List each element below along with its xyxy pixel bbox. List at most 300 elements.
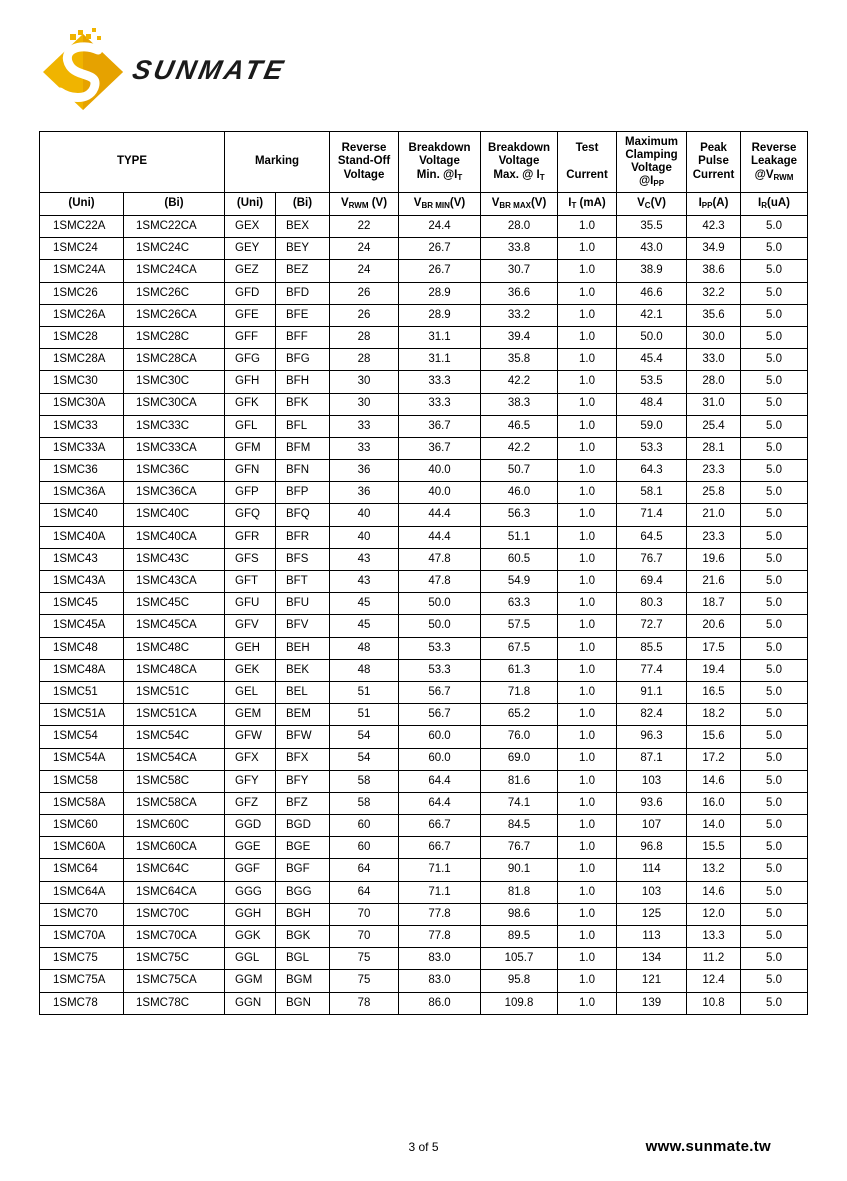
unit-uni: (Uni): [40, 193, 124, 216]
cell-clamping-voltage: 53.5: [617, 371, 687, 393]
cell-marking-uni: GFM: [225, 437, 276, 459]
cell-test-current: 1.0: [558, 992, 617, 1014]
cell-vrwm: 30: [330, 393, 399, 415]
cell-peak-pulse-current: 25.8: [687, 482, 741, 504]
cell-type-uni: 1SMC70A: [40, 926, 124, 948]
table-row: [40, 593, 808, 615]
cell-peak-pulse-current: 23.3: [687, 526, 741, 548]
cell-type-bi: 1SMC24C: [124, 238, 225, 260]
cell-marking-uni: GGN: [225, 992, 276, 1014]
cell-type-uni: 1SMC70: [40, 903, 124, 925]
cell-type-bi: 1SMC60C: [124, 815, 225, 837]
cell-peak-pulse-current: 12.0: [687, 903, 741, 925]
cell-vbr-max: 90.1: [481, 859, 558, 881]
cell-vrwm: 70: [330, 926, 399, 948]
cell-test-current: 1.0: [558, 881, 617, 903]
cell-vbr-min: 66.7: [399, 837, 481, 859]
cell-marking-bi: BFR: [276, 526, 330, 548]
cell-type-bi: 1SMC28CA: [124, 349, 225, 371]
cell-vbr-min: 71.1: [399, 881, 481, 903]
cell-type-bi: 1SMC64C: [124, 859, 225, 881]
cell-marking-bi: BFT: [276, 571, 330, 593]
cell-marking-bi: BFU: [276, 593, 330, 615]
cell-marking-bi: BGF: [276, 859, 330, 881]
cell-clamping-voltage: 46.6: [617, 282, 687, 304]
cell-reverse-leakage: 5.0: [741, 349, 808, 371]
cell-clamping-voltage: 113: [617, 926, 687, 948]
cell-test-current: 1.0: [558, 548, 617, 570]
cell-type-uni: 1SMC40A: [40, 526, 124, 548]
cell-type-uni: 1SMC78: [40, 992, 124, 1014]
cell-marking-bi: BEH: [276, 637, 330, 659]
cell-type-uni: 1SMC36A: [40, 482, 124, 504]
cell-type-bi: 1SMC43C: [124, 548, 225, 570]
cell-type-bi: 1SMC58CA: [124, 792, 225, 814]
cell-peak-pulse-current: 32.2: [687, 282, 741, 304]
table-row: [40, 260, 808, 282]
cell-type-bi: 1SMC60CA: [124, 837, 225, 859]
cell-vbr-min: 47.8: [399, 571, 481, 593]
header-type: TYPE: [40, 132, 225, 193]
cell-test-current: 1.0: [558, 903, 617, 925]
cell-vbr-max: 39.4: [481, 326, 558, 348]
cell-peak-pulse-current: 30.0: [687, 326, 741, 348]
cell-clamping-voltage: 64.3: [617, 460, 687, 482]
website-link[interactable]: www.sunmate.tw: [645, 1138, 771, 1155]
cell-clamping-voltage: 43.0: [617, 238, 687, 260]
cell-peak-pulse-current: 38.6: [687, 260, 741, 282]
table-row: [40, 548, 808, 570]
cell-reverse-leakage: 5.0: [741, 837, 808, 859]
header-row: [40, 132, 808, 193]
cell-peak-pulse-current: 14.6: [687, 770, 741, 792]
cell-vrwm: 30: [330, 371, 399, 393]
cell-vbr-max: 98.6: [481, 903, 558, 925]
table-row: [40, 770, 808, 792]
cell-reverse-leakage: 5.0: [741, 770, 808, 792]
cell-marking-uni: GGK: [225, 926, 276, 948]
table-row: [40, 637, 808, 659]
cell-type-uni: 1SMC28: [40, 326, 124, 348]
cell-reverse-leakage: 5.0: [741, 371, 808, 393]
cell-type-uni: 1SMC48A: [40, 659, 124, 681]
cell-clamping-voltage: 93.6: [617, 792, 687, 814]
cell-clamping-voltage: 103: [617, 881, 687, 903]
cell-peak-pulse-current: 15.6: [687, 726, 741, 748]
cell-reverse-leakage: 5.0: [741, 593, 808, 615]
cell-peak-pulse-current: 33.0: [687, 349, 741, 371]
cell-marking-bi: BFE: [276, 304, 330, 326]
cell-vrwm: 28: [330, 326, 399, 348]
cell-vbr-min: 47.8: [399, 548, 481, 570]
cell-reverse-leakage: 5.0: [741, 571, 808, 593]
cell-type-bi: 1SMC78C: [124, 992, 225, 1014]
cell-test-current: 1.0: [558, 282, 617, 304]
cell-vbr-min: 40.0: [399, 460, 481, 482]
cell-reverse-leakage: 5.0: [741, 238, 808, 260]
cell-type-bi: 1SMC26C: [124, 282, 225, 304]
cell-vbr-max: 38.3: [481, 393, 558, 415]
cell-test-current: 1.0: [558, 815, 617, 837]
cell-type-uni: 1SMC64A: [40, 881, 124, 903]
cell-marking-uni: GEZ: [225, 260, 276, 282]
cell-type-bi: 1SMC33CA: [124, 437, 225, 459]
cell-marking-uni: GFH: [225, 371, 276, 393]
cell-marking-bi: BGN: [276, 992, 330, 1014]
cell-clamping-voltage: 50.0: [617, 326, 687, 348]
cell-test-current: 1.0: [558, 326, 617, 348]
table-row: [40, 482, 808, 504]
sunmate-logo: [40, 28, 310, 114]
cell-clamping-voltage: 35.5: [617, 216, 687, 238]
cell-vbr-min: 60.0: [399, 726, 481, 748]
cell-vrwm: 36: [330, 460, 399, 482]
cell-type-uni: 1SMC58: [40, 770, 124, 792]
cell-vbr-min: 64.4: [399, 792, 481, 814]
cell-marking-uni: GEK: [225, 659, 276, 681]
cell-marking-bi: BGD: [276, 815, 330, 837]
table-row: [40, 748, 808, 770]
cell-peak-pulse-current: 23.3: [687, 460, 741, 482]
cell-vbr-max: 105.7: [481, 948, 558, 970]
cell-reverse-leakage: 5.0: [741, 948, 808, 970]
unit-bi: (Bi): [124, 193, 225, 216]
cell-type-uni: 1SMC26A: [40, 304, 124, 326]
cell-marking-bi: BFD: [276, 282, 330, 304]
cell-marking-uni: GFD: [225, 282, 276, 304]
cell-peak-pulse-current: 25.4: [687, 415, 741, 437]
cell-marking-bi: BFS: [276, 548, 330, 570]
cell-marking-bi: BEY: [276, 238, 330, 260]
cell-peak-pulse-current: 17.5: [687, 637, 741, 659]
cell-type-bi: 1SMC24CA: [124, 260, 225, 282]
cell-reverse-leakage: 5.0: [741, 548, 808, 570]
cell-type-uni: 1SMC28A: [40, 349, 124, 371]
cell-type-bi: 1SMC70CA: [124, 926, 225, 948]
cell-vbr-max: 61.3: [481, 659, 558, 681]
cell-peak-pulse-current: 16.0: [687, 792, 741, 814]
cell-marking-bi: BFM: [276, 437, 330, 459]
cell-type-uni: 1SMC51: [40, 681, 124, 703]
cell-reverse-leakage: 5.0: [741, 393, 808, 415]
cell-vbr-min: 56.7: [399, 704, 481, 726]
cell-marking-bi: BFF: [276, 326, 330, 348]
cell-clamping-voltage: 69.4: [617, 571, 687, 593]
cell-test-current: 1.0: [558, 770, 617, 792]
cell-vbr-min: 83.0: [399, 970, 481, 992]
cell-type-uni: 1SMC54A: [40, 748, 124, 770]
cell-vbr-min: 53.3: [399, 659, 481, 681]
cell-clamping-voltage: 96.3: [617, 726, 687, 748]
cell-vbr-min: 44.4: [399, 526, 481, 548]
cell-marking-bi: BFG: [276, 349, 330, 371]
cell-vrwm: 75: [330, 948, 399, 970]
cell-vbr-min: 66.7: [399, 815, 481, 837]
cell-test-current: 1.0: [558, 748, 617, 770]
cell-type-bi: 1SMC22CA: [124, 216, 225, 238]
table-row: [40, 815, 808, 837]
cell-type-uni: 1SMC26: [40, 282, 124, 304]
cell-marking-uni: GFW: [225, 726, 276, 748]
cell-marking-uni: GGE: [225, 837, 276, 859]
cell-vrwm: 75: [330, 970, 399, 992]
cell-marking-bi: BEK: [276, 659, 330, 681]
cell-marking-uni: GFX: [225, 748, 276, 770]
cell-vbr-max: 60.5: [481, 548, 558, 570]
cell-vrwm: 43: [330, 548, 399, 570]
cell-vbr-min: 44.4: [399, 504, 481, 526]
cell-type-uni: 1SMC45A: [40, 615, 124, 637]
cell-vbr-min: 40.0: [399, 482, 481, 504]
cell-marking-bi: BGM: [276, 970, 330, 992]
cell-vbr-min: 33.3: [399, 371, 481, 393]
table-row: [40, 371, 808, 393]
cell-type-bi: 1SMC30C: [124, 371, 225, 393]
unit-row: [40, 193, 808, 216]
cell-vrwm: 40: [330, 526, 399, 548]
cell-clamping-voltage: 38.9: [617, 260, 687, 282]
cell-clamping-voltage: 96.8: [617, 837, 687, 859]
table-row: [40, 881, 808, 903]
cell-reverse-leakage: 5.0: [741, 704, 808, 726]
cell-type-uni: 1SMC58A: [40, 792, 124, 814]
cell-vbr-max: 54.9: [481, 571, 558, 593]
cell-test-current: 1.0: [558, 260, 617, 282]
cell-test-current: 1.0: [558, 615, 617, 637]
table-row: [40, 948, 808, 970]
cell-vbr-min: 28.9: [399, 282, 481, 304]
table-row: [40, 216, 808, 238]
cell-vrwm: 33: [330, 415, 399, 437]
cell-type-uni: 1SMC22A: [40, 216, 124, 238]
table-row: [40, 659, 808, 681]
cell-marking-bi: BGL: [276, 948, 330, 970]
cell-vbr-min: 86.0: [399, 992, 481, 1014]
cell-test-current: 1.0: [558, 593, 617, 615]
cell-reverse-leakage: 5.0: [741, 637, 808, 659]
cell-marking-bi: BFX: [276, 748, 330, 770]
cell-marking-uni: GFT: [225, 571, 276, 593]
cell-reverse-leakage: 5.0: [741, 460, 808, 482]
cell-peak-pulse-current: 21.6: [687, 571, 741, 593]
cell-vrwm: 24: [330, 260, 399, 282]
cell-vrwm: 43: [330, 571, 399, 593]
cell-vrwm: 58: [330, 792, 399, 814]
svg-text:SUNMATE: SUNMATE: [129, 54, 289, 85]
cell-type-uni: 1SMC60A: [40, 837, 124, 859]
cell-clamping-voltage: 107: [617, 815, 687, 837]
cell-vrwm: 45: [330, 593, 399, 615]
table-body: [40, 216, 808, 1015]
cell-vbr-min: 77.8: [399, 903, 481, 925]
cell-vbr-max: 42.2: [481, 371, 558, 393]
cell-type-bi: 1SMC48CA: [124, 659, 225, 681]
cell-marking-uni: GGL: [225, 948, 276, 970]
cell-type-uni: 1SMC24A: [40, 260, 124, 282]
cell-test-current: 1.0: [558, 681, 617, 703]
cell-vbr-max: 46.5: [481, 415, 558, 437]
cell-vbr-max: 35.8: [481, 349, 558, 371]
cell-type-uni: 1SMC45: [40, 593, 124, 615]
cell-test-current: 1.0: [558, 948, 617, 970]
cell-test-current: 1.0: [558, 371, 617, 393]
cell-marking-bi: BFZ: [276, 792, 330, 814]
cell-reverse-leakage: 5.0: [741, 992, 808, 1014]
header-breakdown-min: Breakdown Voltage Min. $@I_T$: [399, 132, 481, 193]
cell-reverse-leakage: 5.0: [741, 615, 808, 637]
cell-type-uni: 1SMC30A: [40, 393, 124, 415]
table-row: [40, 792, 808, 814]
cell-marking-uni: GEX: [225, 216, 276, 238]
cell-test-current: 1.0: [558, 726, 617, 748]
cell-type-uni: 1SMC30: [40, 371, 124, 393]
cell-reverse-leakage: 5.0: [741, 881, 808, 903]
cell-test-current: 1.0: [558, 704, 617, 726]
cell-vbr-min: 31.1: [399, 349, 481, 371]
cell-test-current: 1.0: [558, 837, 617, 859]
cell-vbr-min: 53.3: [399, 637, 481, 659]
cell-type-bi: 1SMC45C: [124, 593, 225, 615]
cell-peak-pulse-current: 18.2: [687, 704, 741, 726]
cell-reverse-leakage: 5.0: [741, 504, 808, 526]
cell-clamping-voltage: 58.1: [617, 482, 687, 504]
cell-peak-pulse-current: 42.3: [687, 216, 741, 238]
cell-vrwm: 70: [330, 903, 399, 925]
cell-clamping-voltage: 85.5: [617, 637, 687, 659]
cell-reverse-leakage: 5.0: [741, 216, 808, 238]
cell-test-current: 1.0: [558, 571, 617, 593]
cell-vbr-max: 56.3: [481, 504, 558, 526]
cell-marking-uni: GFE: [225, 304, 276, 326]
table-row: [40, 859, 808, 881]
cell-vbr-min: 24.4: [399, 216, 481, 238]
cell-reverse-leakage: 5.0: [741, 726, 808, 748]
cell-marking-uni: GFL: [225, 415, 276, 437]
cell-type-bi: 1SMC51C: [124, 681, 225, 703]
cell-type-bi: 1SMC54CA: [124, 748, 225, 770]
cell-test-current: 1.0: [558, 349, 617, 371]
cell-type-bi: 1SMC48C: [124, 637, 225, 659]
cell-vrwm: 48: [330, 659, 399, 681]
cell-vbr-min: 50.0: [399, 593, 481, 615]
cell-marking-uni: GGF: [225, 859, 276, 881]
cell-test-current: 1.0: [558, 216, 617, 238]
cell-reverse-leakage: 5.0: [741, 681, 808, 703]
cell-vrwm: 64: [330, 881, 399, 903]
cell-reverse-leakage: 5.0: [741, 282, 808, 304]
cell-reverse-leakage: 5.0: [741, 970, 808, 992]
cell-clamping-voltage: 59.0: [617, 415, 687, 437]
cell-type-uni: 1SMC36: [40, 460, 124, 482]
cell-type-bi: 1SMC28C: [124, 326, 225, 348]
cell-marking-uni: GEL: [225, 681, 276, 703]
unit-ir: $I_R(uA)$: [741, 193, 808, 216]
cell-marking-bi: BGK: [276, 926, 330, 948]
table-row: [40, 615, 808, 637]
cell-type-bi: 1SMC75CA: [124, 970, 225, 992]
cell-clamping-voltage: 114: [617, 859, 687, 881]
cell-reverse-leakage: 5.0: [741, 903, 808, 925]
cell-test-current: 1.0: [558, 437, 617, 459]
cell-test-current: 1.0: [558, 304, 617, 326]
cell-vbr-max: 28.0: [481, 216, 558, 238]
cell-vbr-max: 65.2: [481, 704, 558, 726]
cell-peak-pulse-current: 31.0: [687, 393, 741, 415]
unit-ipp: $I_{PP}(A)$: [687, 193, 741, 216]
cell-type-bi: 1SMC30CA: [124, 393, 225, 415]
cell-clamping-voltage: 48.4: [617, 393, 687, 415]
cell-marking-uni: GGD: [225, 815, 276, 837]
cell-vbr-max: 81.6: [481, 770, 558, 792]
cell-type-bi: 1SMC70C: [124, 903, 225, 925]
cell-vbr-max: 57.5: [481, 615, 558, 637]
unit-it: $I_T$ (mA): [558, 193, 617, 216]
cell-type-bi: 1SMC26CA: [124, 304, 225, 326]
cell-vbr-max: 71.8: [481, 681, 558, 703]
cell-marking-bi: BEL: [276, 681, 330, 703]
cell-type-uni: 1SMC51A: [40, 704, 124, 726]
cell-peak-pulse-current: 28.1: [687, 437, 741, 459]
cell-test-current: 1.0: [558, 526, 617, 548]
cell-vbr-min: 28.9: [399, 304, 481, 326]
table-row: [40, 238, 808, 260]
cell-peak-pulse-current: 18.7: [687, 593, 741, 615]
cell-clamping-voltage: 121: [617, 970, 687, 992]
cell-reverse-leakage: 5.0: [741, 859, 808, 881]
cell-marking-bi: BFV: [276, 615, 330, 637]
cell-vbr-min: 33.3: [399, 393, 481, 415]
cell-marking-uni: GEM: [225, 704, 276, 726]
cell-reverse-leakage: 5.0: [741, 437, 808, 459]
cell-peak-pulse-current: 10.8: [687, 992, 741, 1014]
cell-vrwm: 40: [330, 504, 399, 526]
table-row: [40, 837, 808, 859]
cell-vbr-max: 76.7: [481, 837, 558, 859]
table-row: [40, 726, 808, 748]
header-peak-pulse: Peak Pulse Current: [687, 132, 741, 193]
cell-marking-bi: BFH: [276, 371, 330, 393]
cell-marking-uni: GFZ: [225, 792, 276, 814]
cell-type-bi: 1SMC36C: [124, 460, 225, 482]
cell-vbr-min: 60.0: [399, 748, 481, 770]
cell-vrwm: 26: [330, 282, 399, 304]
cell-type-uni: 1SMC40: [40, 504, 124, 526]
cell-vbr-max: 67.5: [481, 637, 558, 659]
specification-table: [39, 131, 808, 1015]
table-row: [40, 704, 808, 726]
cell-peak-pulse-current: 16.5: [687, 681, 741, 703]
cell-marking-uni: GFQ: [225, 504, 276, 526]
cell-reverse-leakage: 5.0: [741, 659, 808, 681]
cell-vbr-max: 69.0: [481, 748, 558, 770]
cell-vbr-min: 77.8: [399, 926, 481, 948]
table-row: [40, 681, 808, 703]
cell-marking-uni: GFS: [225, 548, 276, 570]
cell-test-current: 1.0: [558, 970, 617, 992]
cell-test-current: 1.0: [558, 415, 617, 437]
cell-vbr-min: 36.7: [399, 415, 481, 437]
cell-peak-pulse-current: 19.4: [687, 659, 741, 681]
cell-test-current: 1.0: [558, 238, 617, 260]
cell-marking-uni: GFY: [225, 770, 276, 792]
cell-reverse-leakage: 5.0: [741, 926, 808, 948]
table-row: [40, 437, 808, 459]
cell-peak-pulse-current: 13.2: [687, 859, 741, 881]
cell-type-bi: 1SMC75C: [124, 948, 225, 970]
cell-clamping-voltage: 139: [617, 992, 687, 1014]
cell-vbr-min: 56.7: [399, 681, 481, 703]
cell-reverse-leakage: 5.0: [741, 482, 808, 504]
